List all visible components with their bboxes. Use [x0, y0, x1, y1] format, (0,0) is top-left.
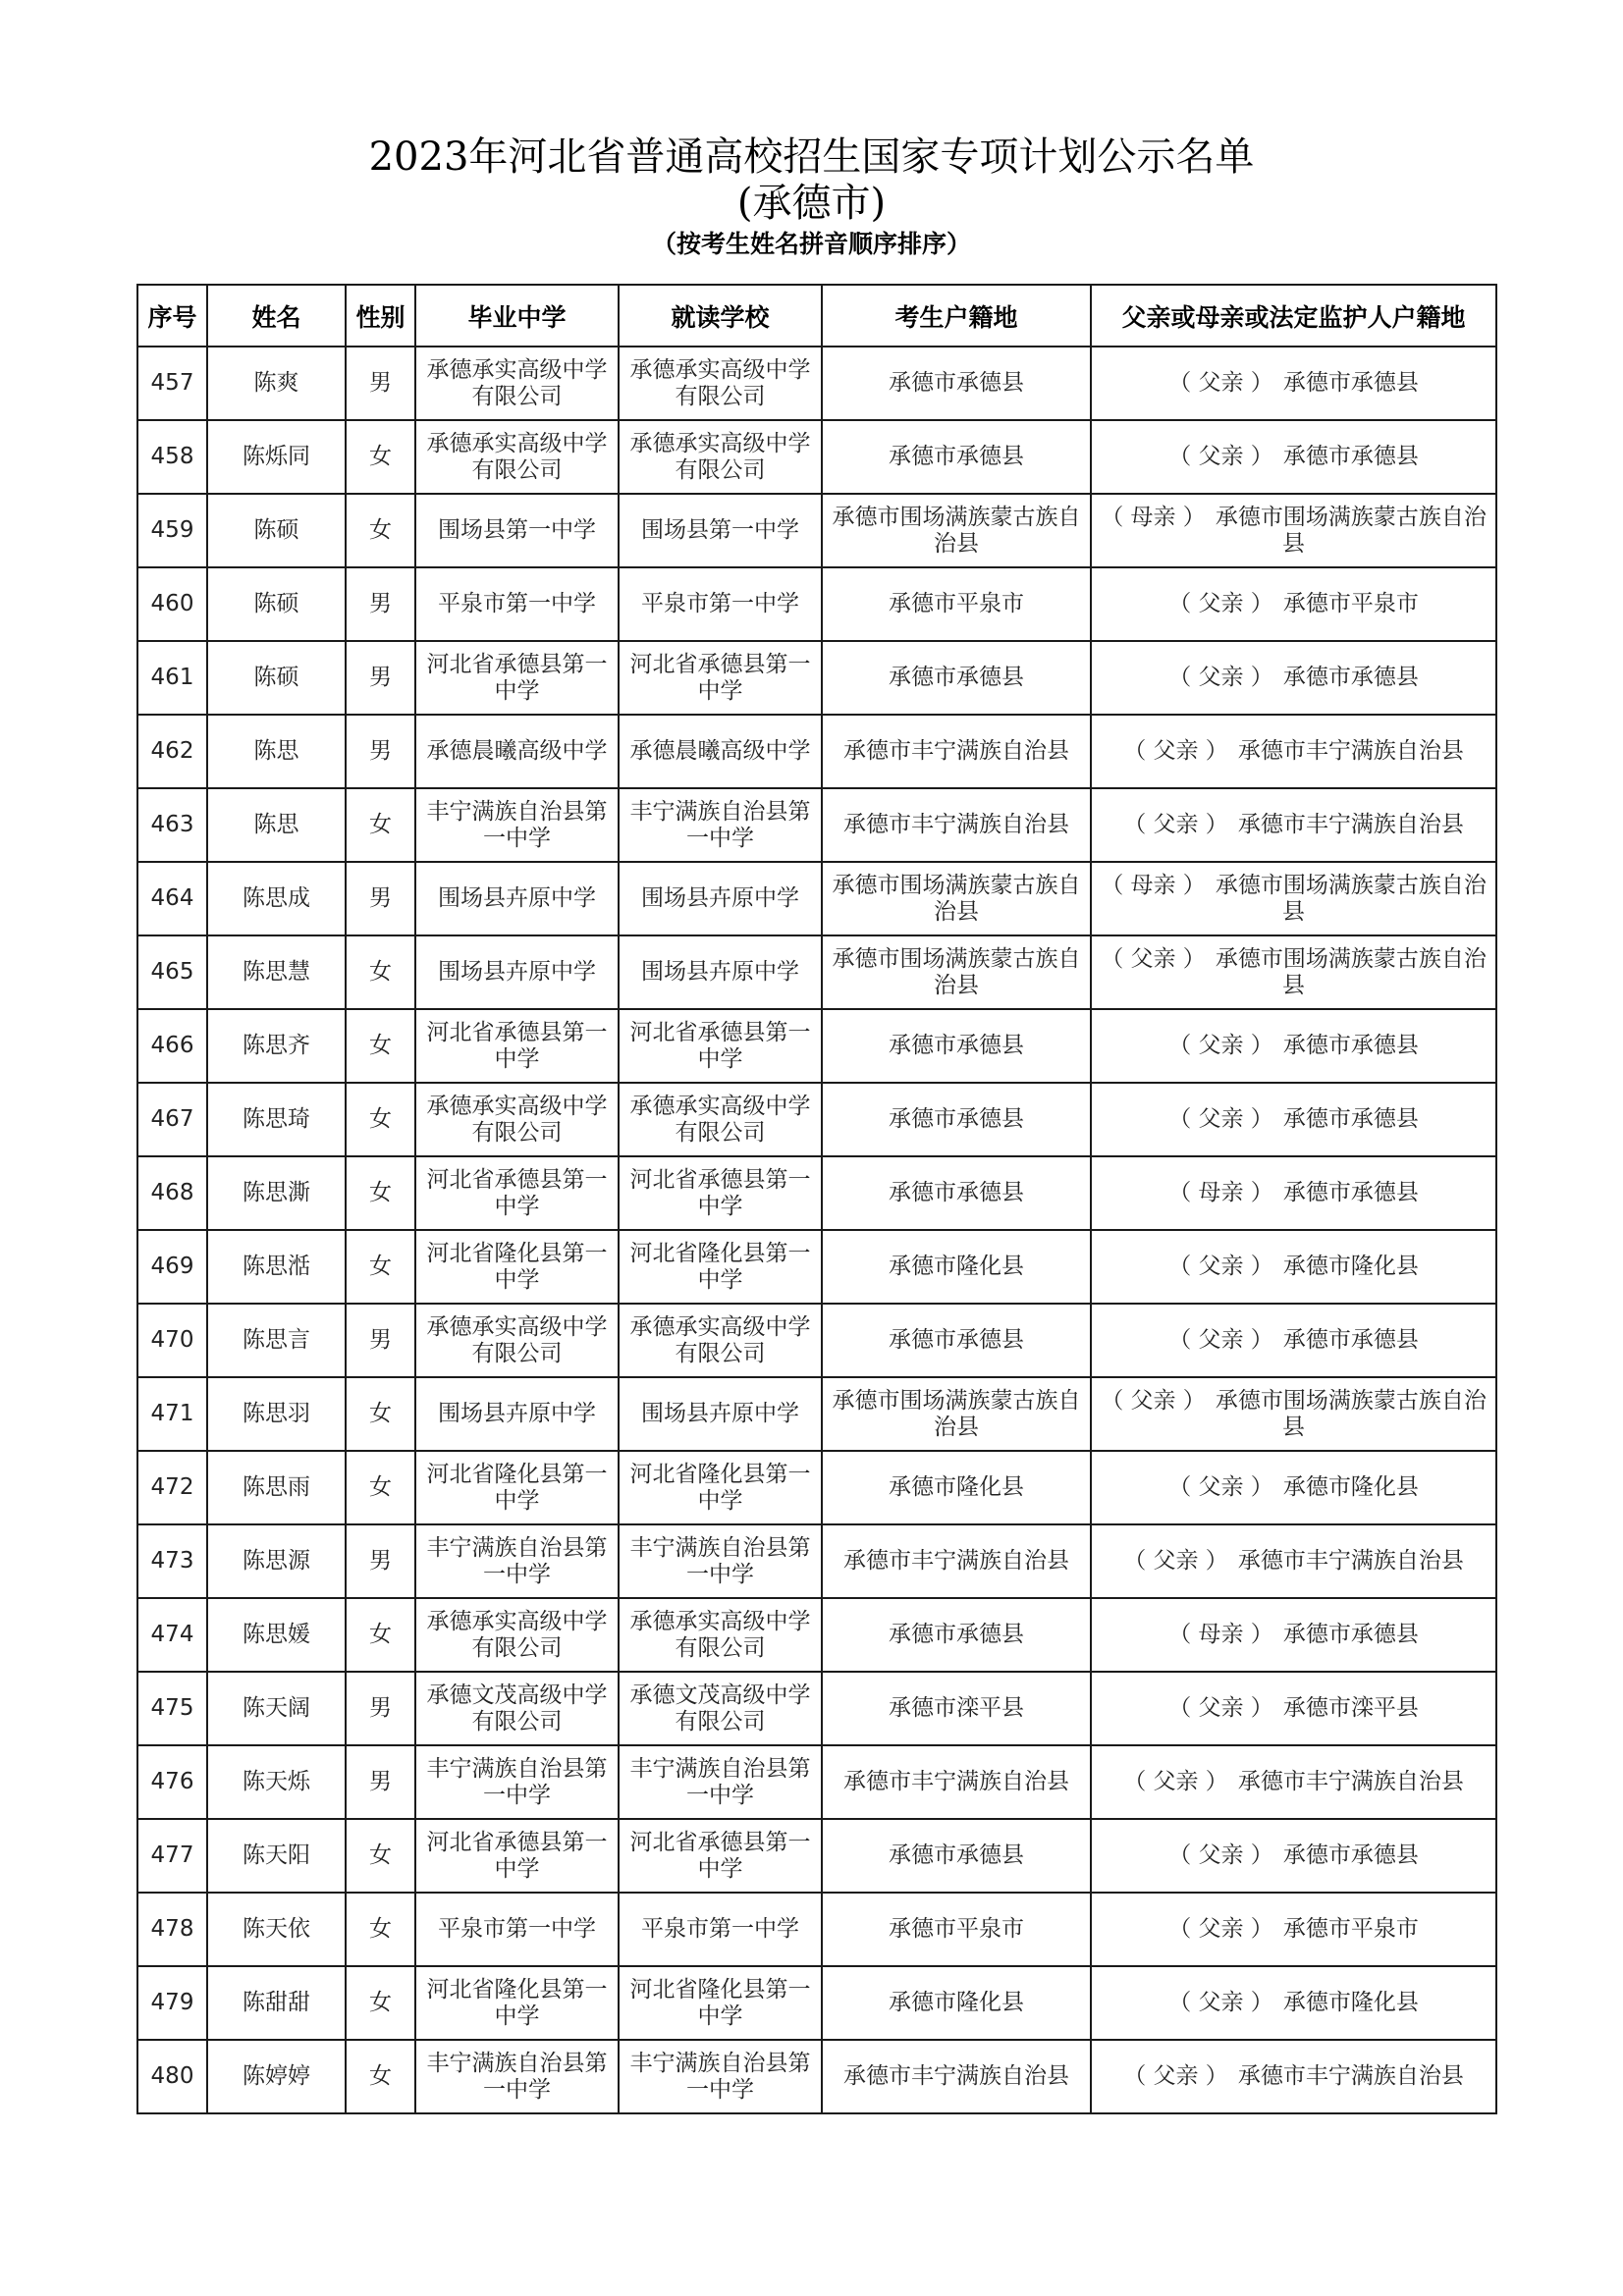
cell-name: 陈天阳	[207, 1819, 346, 1893]
cell-study-school: 平泉市第一中学	[619, 567, 822, 641]
cell-study-school: 丰宁满族自治县第一中学	[619, 1745, 822, 1819]
cell-no: 474	[137, 1598, 207, 1672]
header-grad-school: 毕业中学	[415, 285, 619, 347]
table-row	[137, 862, 1496, 935]
cell-sex: 女	[346, 494, 415, 567]
cell-name: 陈思	[207, 788, 346, 862]
cell-study-school: 丰宁满族自治县第一中学	[619, 788, 822, 862]
cell-grad-school: 河北省隆化县第一中学	[415, 1451, 619, 1524]
cell-guardian	[1091, 1377, 1496, 1451]
cell-guardian	[1091, 1893, 1496, 1966]
cell-grad-school: 河北省承德县第一中学	[415, 1156, 619, 1230]
cell-grad-school: 河北省承德县第一中学	[415, 1819, 619, 1893]
guardian-hukou: 承德市丰宁满族自治县	[1237, 738, 1464, 764]
cell-no: 475	[137, 1672, 207, 1745]
cell-study-school: 河北省承德县第一中学	[619, 641, 822, 715]
cell-hukou: 承德市丰宁满族自治县	[822, 788, 1091, 862]
header-guardian-hukou: 父亲或母亲或法定监护人户籍地	[1091, 285, 1496, 347]
cell-guardian	[1091, 420, 1496, 494]
cell-sex: 女	[346, 788, 415, 862]
table-row	[137, 1672, 1496, 1745]
cell-guardian	[1091, 1745, 1496, 1819]
cell-guardian	[1091, 1230, 1496, 1304]
guardian-hukou: 承德市承德县	[1282, 665, 1419, 690]
guardian-relation: （ 父亲 ）	[1123, 1769, 1228, 1794]
table-row	[137, 347, 1496, 420]
cell-sex: 女	[346, 1893, 415, 1966]
cell-grad-school: 平泉市第一中学	[415, 567, 619, 641]
guardian-relation: （ 父亲 ）	[1101, 1387, 1206, 1414]
table-row	[137, 1009, 1496, 1083]
cell-hukou: 承德市承德县	[822, 1598, 1091, 1672]
cell-guardian	[1091, 1083, 1496, 1156]
header-no: 序号	[137, 285, 207, 347]
cell-guardian	[1091, 567, 1496, 641]
cell-hukou: 承德市丰宁满族自治县	[822, 715, 1091, 788]
cell-guardian	[1091, 1451, 1496, 1524]
cell-sex: 女	[346, 1598, 415, 1672]
cell-grad-school: 承德晨曦高级中学	[415, 715, 619, 788]
cell-name: 陈思湉	[207, 1230, 346, 1304]
cell-grad-school: 平泉市第一中学	[415, 1893, 619, 1966]
cell-name: 陈甜甜	[207, 1966, 346, 2040]
cell-sex: 男	[346, 1745, 415, 1819]
cell-study-school: 河北省隆化县第一中学	[619, 1451, 822, 1524]
table-row	[137, 1893, 1496, 1966]
table-row	[137, 1156, 1496, 1230]
cell-sex: 男	[346, 1304, 415, 1377]
guardian-hukou: 承德市围场满族蒙古族自治县	[1215, 1387, 1487, 1440]
guardian-hukou: 承德市围场满族蒙古族自治县	[1215, 945, 1487, 998]
guardian-relation: （ 父亲 ）	[1168, 1254, 1273, 1279]
cell-grad-school: 承德承实高级中学有限公司	[415, 420, 619, 494]
cell-name: 陈思成	[207, 862, 346, 935]
cell-no: 465	[137, 935, 207, 1009]
cell-no: 476	[137, 1745, 207, 1819]
table-row	[137, 567, 1496, 641]
guardian-hukou: 承德市围场满族蒙古族自治县	[1215, 504, 1487, 557]
guardian-relation: （ 母亲 ）	[1101, 504, 1206, 530]
cell-hukou: 承德市承德县	[822, 1819, 1091, 1893]
cell-sex: 女	[346, 420, 415, 494]
cell-no: 457	[137, 347, 207, 420]
cell-hukou: 承德市围场满族蒙古族自治县	[822, 1377, 1091, 1451]
guardian-relation: （ 父亲 ）	[1168, 1990, 1273, 2015]
cell-guardian	[1091, 1966, 1496, 2040]
cell-hukou: 承德市承德县	[822, 420, 1091, 494]
guardian-hukou: 承德市平泉市	[1282, 1916, 1419, 1942]
cell-guardian	[1091, 641, 1496, 715]
guardian-hukou: 承德市承德县	[1282, 1842, 1419, 1868]
cell-no: 466	[137, 1009, 207, 1083]
cell-no: 479	[137, 1966, 207, 2040]
cell-no: 461	[137, 641, 207, 715]
cell-guardian	[1091, 347, 1496, 420]
cell-study-school: 围场县卉原中学	[619, 862, 822, 935]
cell-study-school: 丰宁满族自治县第一中学	[619, 2040, 822, 2113]
cell-name: 陈思琦	[207, 1083, 346, 1156]
cell-name: 陈天烁	[207, 1745, 346, 1819]
cell-grad-school: 围场县卉原中学	[415, 862, 619, 935]
header-name: 姓名	[207, 285, 346, 347]
cell-grad-school: 承德承实高级中学有限公司	[415, 1304, 619, 1377]
cell-guardian	[1091, 862, 1496, 935]
cell-guardian	[1091, 1819, 1496, 1893]
cell-hukou: 承德市承德县	[822, 641, 1091, 715]
guardian-relation: （ 父亲 ）	[1123, 738, 1228, 764]
cell-guardian	[1091, 788, 1496, 862]
cell-no: 464	[137, 862, 207, 935]
cell-study-school: 承德承实高级中学有限公司	[619, 347, 822, 420]
cell-hukou: 承德市隆化县	[822, 1966, 1091, 2040]
guardian-relation: （ 母亲 ）	[1101, 872, 1206, 898]
cell-grad-school: 围场县卉原中学	[415, 1377, 619, 1451]
guardian-relation: （ 父亲 ）	[1168, 665, 1273, 690]
cell-grad-school: 承德承实高级中学有限公司	[415, 1598, 619, 1672]
cell-study-school: 承德承实高级中学有限公司	[619, 1083, 822, 1156]
guardian-relation: （ 父亲 ）	[1168, 1916, 1273, 1942]
sort-note: （按考生姓名拼音顺序排序）	[651, 230, 971, 258]
cell-study-school: 河北省隆化县第一中学	[619, 1966, 822, 2040]
cell-grad-school: 承德文茂高级中学有限公司	[415, 1672, 619, 1745]
guardian-hukou: 承德市承德县	[1282, 1106, 1419, 1132]
cell-grad-school: 承德承实高级中学有限公司	[415, 1083, 619, 1156]
cell-no: 467	[137, 1083, 207, 1156]
cell-study-school: 围场县卉原中学	[619, 935, 822, 1009]
cell-name: 陈思媛	[207, 1598, 346, 1672]
cell-guardian	[1091, 1156, 1496, 1230]
cell-guardian	[1091, 1304, 1496, 1377]
cell-grad-school: 河北省隆化县第一中学	[415, 1230, 619, 1304]
cell-hukou: 承德市丰宁满族自治县	[822, 2040, 1091, 2113]
guardian-relation: （ 父亲 ）	[1168, 1695, 1273, 1721]
cell-guardian	[1091, 715, 1496, 788]
guardian-hukou: 承德市隆化县	[1282, 1990, 1419, 2015]
table-row	[137, 1304, 1496, 1377]
cell-hukou: 承德市围场满族蒙古族自治县	[822, 494, 1091, 567]
guardian-hukou: 承德市承德县	[1282, 1622, 1419, 1647]
cell-guardian	[1091, 2040, 1496, 2113]
cell-sex: 女	[346, 1083, 415, 1156]
cell-study-school: 承德文茂高级中学有限公司	[619, 1672, 822, 1745]
cell-sex: 女	[346, 1966, 415, 2040]
cell-guardian	[1091, 1009, 1496, 1083]
cell-no: 470	[137, 1304, 207, 1377]
cell-study-school: 河北省隆化县第一中学	[619, 1230, 822, 1304]
cell-sex: 女	[346, 1230, 415, 1304]
cell-name: 陈思羽	[207, 1377, 346, 1451]
cell-sex: 男	[346, 1524, 415, 1598]
table-row	[137, 2040, 1496, 2113]
cell-sex: 男	[346, 641, 415, 715]
cell-hukou: 承德市平泉市	[822, 1893, 1091, 1966]
cell-study-school: 河北省承德县第一中学	[619, 1819, 822, 1893]
cell-hukou: 承德市围场满族蒙古族自治县	[822, 862, 1091, 935]
cell-name: 陈思雨	[207, 1451, 346, 1524]
cell-name: 陈天阔	[207, 1672, 346, 1745]
header-hukou: 考生户籍地	[822, 285, 1091, 347]
guardian-relation: （ 父亲 ）	[1168, 444, 1273, 469]
roster-table	[136, 284, 1497, 2114]
table-row	[137, 1819, 1496, 1893]
cell-name: 陈硕	[207, 641, 346, 715]
cell-sex: 男	[346, 347, 415, 420]
cell-hukou: 承德市承德县	[822, 1156, 1091, 1230]
guardian-relation: （ 父亲 ）	[1168, 1327, 1273, 1353]
cell-grad-school: 河北省承德县第一中学	[415, 1009, 619, 1083]
cell-guardian	[1091, 1598, 1496, 1672]
cell-no: 471	[137, 1377, 207, 1451]
guardian-hukou: 承德市承德县	[1282, 444, 1419, 469]
cell-name: 陈硕	[207, 567, 346, 641]
cell-grad-school: 丰宁满族自治县第一中学	[415, 2040, 619, 2113]
cell-sex: 女	[346, 1819, 415, 1893]
cell-grad-school: 河北省隆化县第一中学	[415, 1966, 619, 2040]
guardian-hukou: 承德市丰宁满族自治县	[1237, 1769, 1464, 1794]
cell-grad-school: 丰宁满族自治县第一中学	[415, 788, 619, 862]
guardian-hukou: 承德市丰宁满族自治县	[1237, 812, 1464, 837]
header-sex: 性别	[346, 285, 415, 347]
guardian-hukou: 承德市丰宁满族自治县	[1237, 2063, 1464, 2089]
table-row	[137, 1598, 1496, 1672]
cell-name: 陈思澌	[207, 1156, 346, 1230]
cell-name: 陈思源	[207, 1524, 346, 1598]
cell-hukou: 承德市承德县	[822, 1304, 1091, 1377]
cell-sex: 女	[346, 1377, 415, 1451]
guardian-relation: （ 父亲 ）	[1168, 1842, 1273, 1868]
table-row	[137, 715, 1496, 788]
cell-grad-school: 丰宁满族自治县第一中学	[415, 1524, 619, 1598]
guardian-relation: （ 母亲 ）	[1168, 1180, 1273, 1205]
cell-hukou: 承德市承德县	[822, 1083, 1091, 1156]
table-row	[137, 420, 1496, 494]
cell-grad-school: 围场县第一中学	[415, 494, 619, 567]
table-row	[137, 641, 1496, 715]
guardian-relation: （ 父亲 ）	[1168, 1033, 1273, 1058]
cell-study-school: 围场县第一中学	[619, 494, 822, 567]
guardian-hukou: 承德市承德县	[1282, 1327, 1419, 1353]
cell-study-school: 承德晨曦高级中学	[619, 715, 822, 788]
guardian-hukou: 承德市承德县	[1282, 370, 1419, 396]
guardian-relation: （ 父亲 ）	[1101, 945, 1206, 972]
cell-hukou: 承德市围场满族蒙古族自治县	[822, 935, 1091, 1009]
cell-no: 462	[137, 715, 207, 788]
guardian-relation: （ 父亲 ）	[1168, 1106, 1273, 1132]
cell-sex: 女	[346, 2040, 415, 2113]
cell-grad-school: 河北省承德县第一中学	[415, 641, 619, 715]
cell-study-school: 河北省承德县第一中学	[619, 1009, 822, 1083]
page-subtitle: (承德市)	[736, 181, 887, 226]
cell-guardian	[1091, 1524, 1496, 1598]
cell-no: 460	[137, 567, 207, 641]
guardian-relation: （ 父亲 ）	[1168, 591, 1273, 616]
cell-guardian	[1091, 935, 1496, 1009]
cell-no: 463	[137, 788, 207, 862]
table-row	[137, 1377, 1496, 1451]
cell-hukou: 承德市丰宁满族自治县	[822, 1524, 1091, 1598]
guardian-hukou: 承德市承德县	[1282, 1033, 1419, 1058]
page-title: 2023年河北省普通高校招生国家专项计划公示名单	[368, 134, 1255, 180]
guardian-hukou: 承德市隆化县	[1282, 1254, 1419, 1279]
cell-study-school: 围场县卉原中学	[619, 1377, 822, 1451]
cell-hukou: 承德市承德县	[822, 347, 1091, 420]
cell-name: 陈天依	[207, 1893, 346, 1966]
cell-no: 473	[137, 1524, 207, 1598]
cell-name: 陈思慧	[207, 935, 346, 1009]
table-row	[137, 1230, 1496, 1304]
cell-study-school: 承德承实高级中学有限公司	[619, 1304, 822, 1377]
guardian-hukou: 承德市丰宁满族自治县	[1237, 1548, 1464, 1574]
cell-sex: 女	[346, 1451, 415, 1524]
cell-name: 陈思	[207, 715, 346, 788]
cell-no: 458	[137, 420, 207, 494]
cell-grad-school: 围场县卉原中学	[415, 935, 619, 1009]
guardian-relation: （ 父亲 ）	[1168, 370, 1273, 396]
cell-study-school: 丰宁满族自治县第一中学	[619, 1524, 822, 1598]
guardian-hukou: 承德市滦平县	[1282, 1695, 1419, 1721]
cell-guardian	[1091, 494, 1496, 567]
header-study-school: 就读学校	[619, 285, 822, 347]
cell-name: 陈思齐	[207, 1009, 346, 1083]
guardian-hukou: 承德市隆化县	[1282, 1474, 1419, 1500]
cell-name: 陈烁同	[207, 420, 346, 494]
guardian-hukou: 承德市平泉市	[1282, 591, 1419, 616]
cell-hukou: 承德市隆化县	[822, 1230, 1091, 1304]
cell-no: 469	[137, 1230, 207, 1304]
guardian-relation: （ 父亲 ）	[1123, 1548, 1228, 1574]
cell-study-school: 承德承实高级中学有限公司	[619, 420, 822, 494]
guardian-hukou: 承德市围场满族蒙古族自治县	[1215, 872, 1487, 925]
cell-guardian	[1091, 1672, 1496, 1745]
table-row	[137, 1451, 1496, 1524]
cell-sex: 女	[346, 1009, 415, 1083]
cell-study-school: 平泉市第一中学	[619, 1893, 822, 1966]
guardian-relation: （ 父亲 ）	[1123, 2063, 1228, 2089]
cell-no: 468	[137, 1156, 207, 1230]
cell-hukou: 承德市平泉市	[822, 567, 1091, 641]
cell-hukou: 承德市丰宁满族自治县	[822, 1745, 1091, 1819]
cell-no: 478	[137, 1893, 207, 1966]
cell-sex: 女	[346, 1156, 415, 1230]
cell-hukou: 承德市滦平县	[822, 1672, 1091, 1745]
cell-sex: 女	[346, 935, 415, 1009]
table-row	[137, 494, 1496, 567]
guardian-relation: （ 父亲 ）	[1123, 812, 1228, 837]
cell-name: 陈婷婷	[207, 2040, 346, 2113]
cell-study-school: 河北省承德县第一中学	[619, 1156, 822, 1230]
cell-no: 480	[137, 2040, 207, 2113]
cell-no: 459	[137, 494, 207, 567]
table-row	[137, 1524, 1496, 1598]
roster-body	[137, 347, 1496, 2113]
cell-hukou: 承德市隆化县	[822, 1451, 1091, 1524]
table-row	[137, 935, 1496, 1009]
cell-grad-school: 丰宁满族自治县第一中学	[415, 1745, 619, 1819]
cell-sex: 男	[346, 862, 415, 935]
table-row	[137, 1083, 1496, 1156]
cell-name: 陈爽	[207, 347, 346, 420]
guardian-hukou: 承德市承德县	[1282, 1180, 1419, 1205]
cell-sex: 男	[346, 1672, 415, 1745]
cell-name: 陈硕	[207, 494, 346, 567]
table-row	[137, 788, 1496, 862]
cell-study-school: 承德承实高级中学有限公司	[619, 1598, 822, 1672]
cell-no: 477	[137, 1819, 207, 1893]
table-row	[137, 1745, 1496, 1819]
cell-name: 陈思言	[207, 1304, 346, 1377]
cell-hukou: 承德市承德县	[822, 1009, 1091, 1083]
cell-sex: 男	[346, 567, 415, 641]
cell-no: 472	[137, 1451, 207, 1524]
cell-grad-school: 承德承实高级中学有限公司	[415, 347, 619, 420]
header-row	[137, 285, 1496, 347]
cell-sex: 男	[346, 715, 415, 788]
guardian-relation: （ 父亲 ）	[1168, 1474, 1273, 1500]
table-row	[137, 1966, 1496, 2040]
guardian-relation: （ 母亲 ）	[1168, 1622, 1273, 1647]
